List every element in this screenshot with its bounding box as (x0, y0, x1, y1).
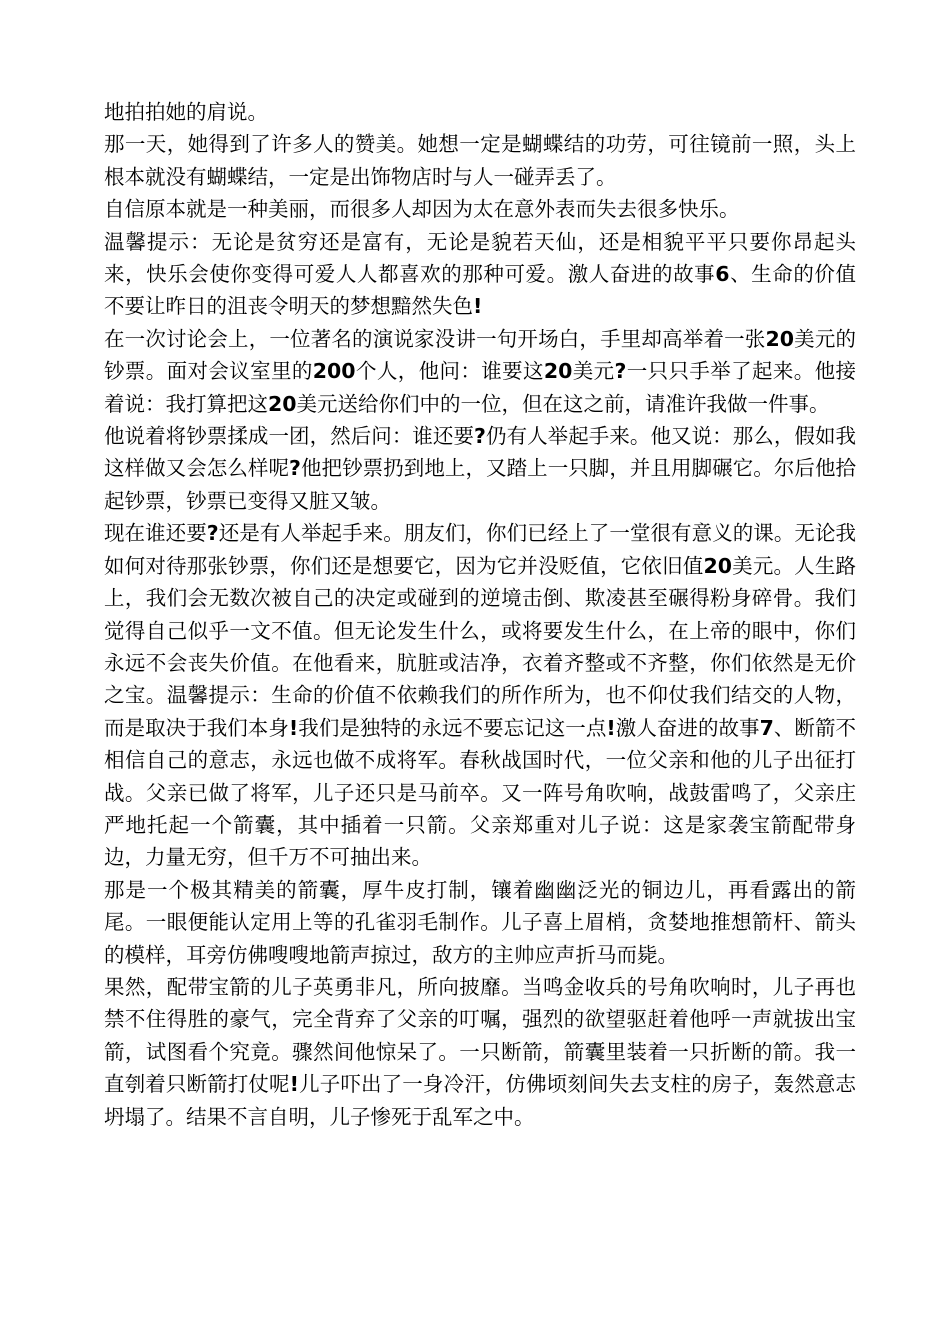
paragraph-7: 现在谁还要?还是有人举起手来。朋友们，你们已经上了一堂很有意义的课。无论我如何对待那张钞票，你们还是想要它，因为它并没贬值，它依旧值20美元。人生路上，我们会无数次被自己的决定或碰到的逆境击倒、欺凌甚至碾得粉身碎骨。我们觉得自己似乎一文不值。但无论发生什么，或将要发生什么，在上帝的眼中，你们永远不会丧失价值。在他看来，肮脏或洁净，衣着齐整或不齐整，你们依然是无价之宝。温馨提示：生命的价值不依赖我们的所作所为，也不仰仗我们结交的人物，而是取决于我们本身!我们是独特的永远不要忘记这一点!激人奋进的故事7、断箭不相信自己的意志，永远也做不成将军。春秋战国时代，一位父亲和他的儿子出征打战。父亲已做了将军，儿子还只是马前卒。又一阵号角吹响，战鼓雷鸣了，父亲庄严地托起一个箭囊，其中插着一只箭。父亲郑重对儿子说：这是家袭宝箭配带身边，力量无穷，但千万不可抽出来。 (104, 521, 857, 870)
paragraph-9: 果然，配带宝箭的儿子英勇非凡，所向披靡。当鸣金收兵的号角吹响时，儿子再也禁不住得胜的豪气，完全背弃了父亲的叮嘱，强烈的欲望驱赶着他呼一声就拔出宝箭，试图看个究竟。骤然间他惊呆了。一只断箭，箭囊里装着一只折断的箭。我一直刳着只断箭打仗呢!儿子吓出了一身冷汗，仿佛顷刻间失去支柱的房子，轰然意志坍塌了。结果不言自明，儿子惨死于乱军之中。 (104, 974, 857, 1129)
paragraph-1: 地拍拍她的肩说。 (104, 100, 268, 124)
paragraph-6: 他说着将钞票揉成一团，然后问：谁还要?仍有人举起手来。他又说：那么，假如我这样做又会怎么样呢?他把钞票扔到地上，又踏上一只脚，并且用脚碾它。尔后他拾起钞票，钞票已变得又脏又皱。 (104, 424, 857, 513)
document-body (104, 96, 856, 1133)
paragraph-2: 那一天，她得到了许多人的赞美。她想一定是蝴蝶结的功劳，可往镜前一照，头上根本就没有蝴蝶结，一定是出饰物店时与人一碰弄丢了。 (104, 132, 856, 189)
paragraph-3: 自信原本就是一种美丽，而很多人却因为太在意外表而失去很多快乐。 (104, 197, 740, 222)
paragraph-8: 那是一个极其精美的箭囊，厚牛皮打制，镶着幽幽泛光的铜边儿，再看露出的箭尾。一眼便能认定用上等的孔雀羽毛制作。儿子喜上眉梢，贪婪地推想箭杆、箭头的模样，耳旁仿佛嗖嗖地箭声掠过，敌方的主帅应声折马而毙。 (104, 877, 856, 967)
paragraph-4: 温馨提示：无论是贫穷还是富有，无论是貌若天仙，还是相貌平平只要你昂起头来，快乐会使你变得可爱人人都喜欢的那种可爱。激人奋进的故事6、生命的价值不要让昨日的沮丧令明天的梦想黯然失色! (104, 229, 856, 319)
paragraph-5: 在一次讨论会上，一位著名的演说家没讲一句开场白，手里却高举着一张20美元的钞票。面对会议室里的200个人，他问：谁要这20美元?一只只手举了起来。他接着说：我打算把这20美元送给你们中的一位，但在这之前，请准许我做一件事。 (104, 326, 857, 416)
